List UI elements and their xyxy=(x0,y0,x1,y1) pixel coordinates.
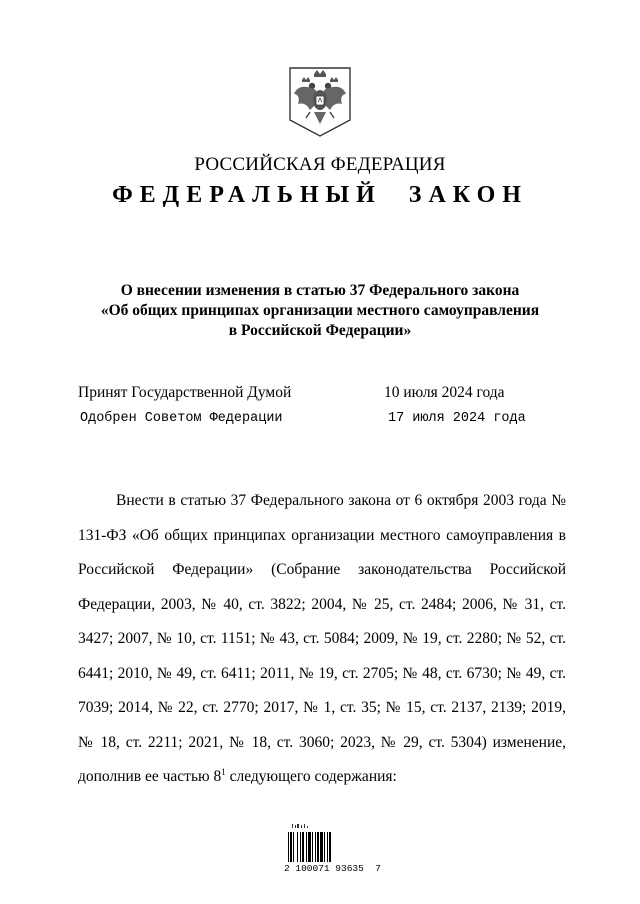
adoption-row xyxy=(0,384,640,406)
law-title xyxy=(90,281,550,341)
approval-date: 17 июля 2024 года xyxy=(388,411,526,426)
law-title-line: О внесении изменения в статью 37 Федерального закона xyxy=(120,282,520,299)
law-title-line: «Об общих принципах организации местного самоуправления xyxy=(100,302,540,319)
body-text-end: следующего содержания: xyxy=(225,768,397,785)
law-body-paragraph xyxy=(78,484,566,795)
country-heading: РОССИЙСКАЯ ФЕДЕРАЦИЯ xyxy=(194,154,446,175)
barcode-number: 2 100071 93635 7 xyxy=(284,863,381,874)
coat-of-arms-icon xyxy=(288,64,352,138)
body-superscript: 1 xyxy=(221,767,226,777)
adoption-label: Принят Государственной Думой xyxy=(78,384,292,401)
law-title-line: в Российской Федерации» xyxy=(228,322,412,339)
body-text: Внести в статью 37 Федерального закона от 6 октября 2003 года № 131-ФЗ «Об общих принципах организации местного самоуправления в Российской Федерации» (Собрание законодательства Российской Федерации, 2003, № 40, ст. 3822; 2004, № 25, ст. 2484; 2006, № 31, ст. 3427; 2007, № 10, ст. 1151; № 43, ст. 5084; 2009, № 19, ст. 2280; № 52, ст. 6441; 2010, № 49, ст. 6411; 2011, № 19, ст. 2705; № 48, ст. 6730; № 49, ст. 7039; 2014, № 22, ст. 2770; 2017, № 1, ст. 35; № 15, ст. 2137, 2139; 2019, № 18, ст. 2211; 2021, № 18, ст. 3060; 2023, № 29, ст. 5304) изменение, дополнив ее частью 8 xyxy=(78,492,566,785)
adoption-date: 10 июля 2024 года xyxy=(384,384,505,401)
document-type-heading: ФЕДЕРАЛЬНЫЙ ЗАКОН xyxy=(112,182,528,208)
approval-row xyxy=(0,411,640,433)
approval-label: Одобрен Советом Федерации xyxy=(80,411,283,426)
